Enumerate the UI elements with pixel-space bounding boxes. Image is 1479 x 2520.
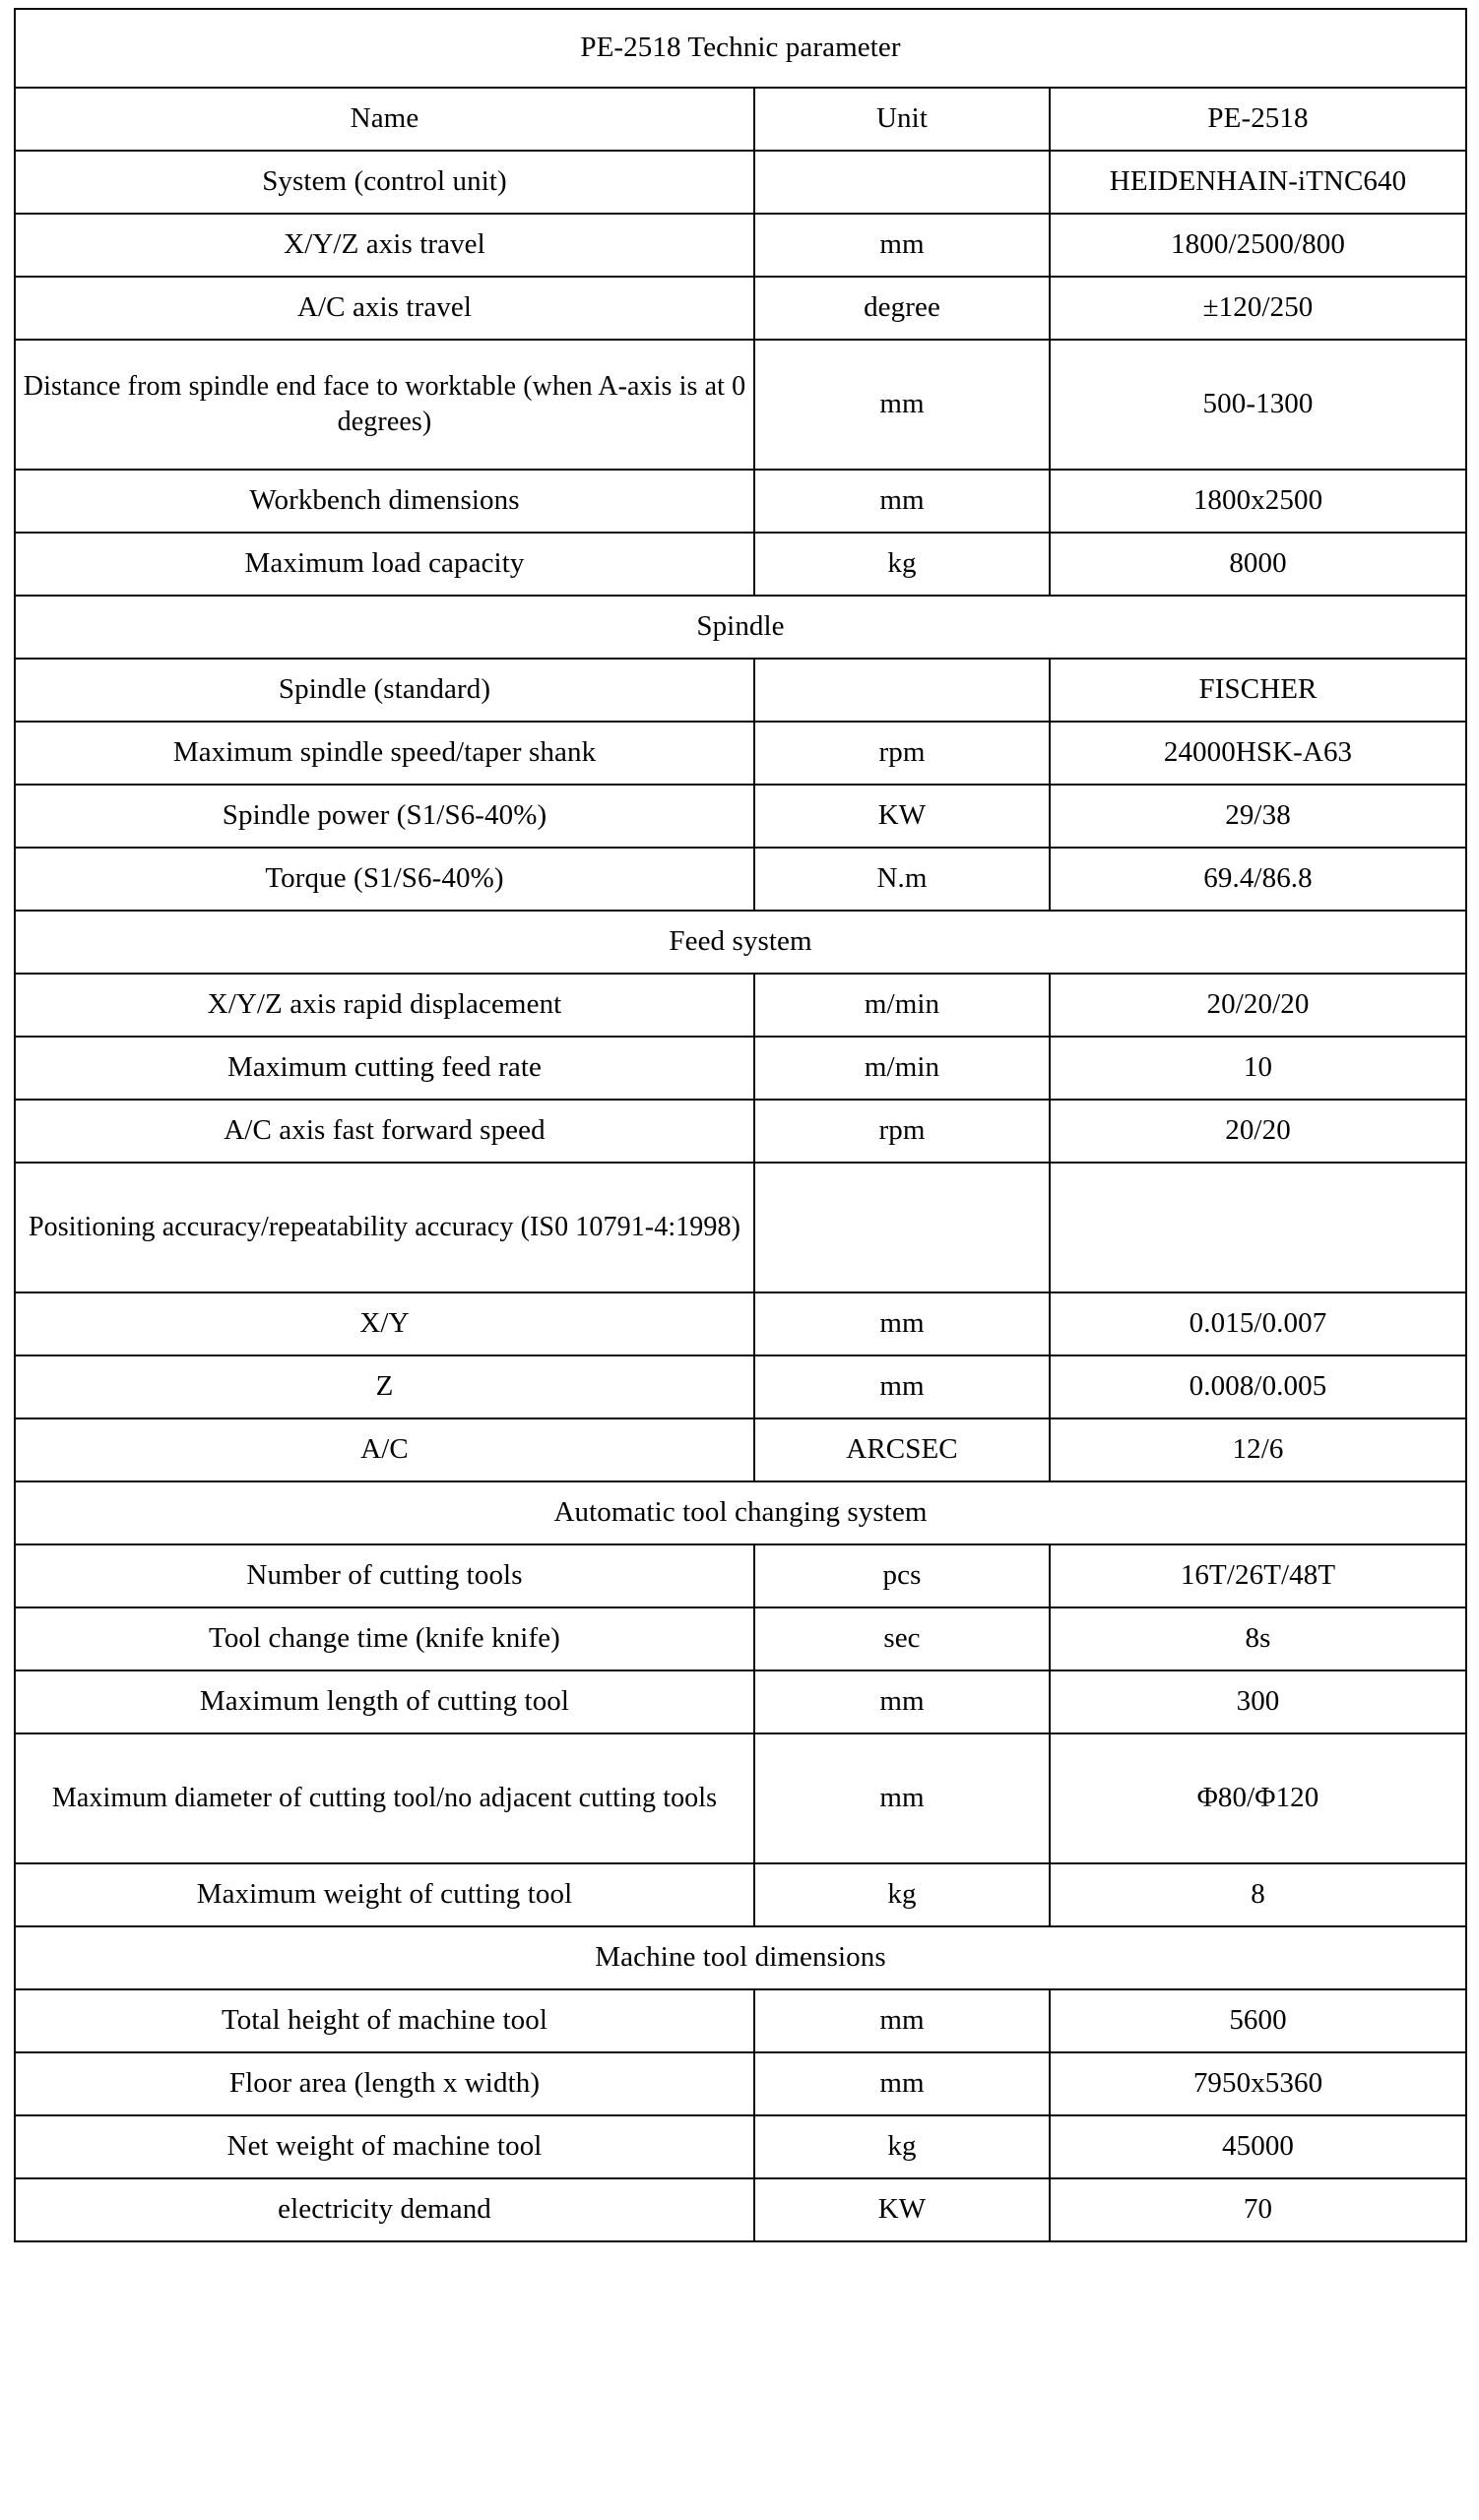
section-header-row (15, 596, 1466, 659)
table-row (15, 470, 1466, 533)
row-name: Spindle power (S1/S6-40%) (15, 785, 754, 848)
row-value: 500-1300 (1050, 340, 1466, 470)
row-value: 1800/2500/800 (1050, 214, 1466, 277)
column-header-value: PE-2518 (1050, 88, 1466, 151)
row-unit: kg (754, 533, 1050, 596)
table-row (15, 1607, 1466, 1670)
row-unit (754, 659, 1050, 722)
row-unit: degree (754, 277, 1050, 340)
row-value: Φ80/Φ120 (1050, 1733, 1466, 1863)
row-value: 0.015/0.007 (1050, 1292, 1466, 1355)
row-value: 8s (1050, 1607, 1466, 1670)
row-value: 24000HSK-A63 (1050, 722, 1466, 785)
table-row (15, 1670, 1466, 1733)
row-unit: m/min (754, 1037, 1050, 1100)
row-name: Maximum spindle speed/taper shank (15, 722, 754, 785)
table-row (15, 1100, 1466, 1163)
row-unit: mm (754, 1733, 1050, 1863)
row-name: Net weight of machine tool (15, 2115, 754, 2178)
table-row (15, 1292, 1466, 1355)
row-name: Distance from spindle end face to worktable (when A-axis is at 0 degrees) (15, 340, 754, 470)
row-name: X/Y (15, 1292, 754, 1355)
section-header-label: Spindle (15, 596, 1466, 659)
row-name: Tool change time (knife knife) (15, 1607, 754, 1670)
row-value: 8 (1050, 1863, 1466, 1926)
table-row (15, 1863, 1466, 1926)
table-row (15, 2115, 1466, 2178)
row-value: HEIDENHAIN-iTNC640 (1050, 151, 1466, 214)
column-header-unit: Unit (754, 88, 1050, 151)
table-row (15, 2178, 1466, 2241)
row-unit: rpm (754, 722, 1050, 785)
table-row (15, 1544, 1466, 1607)
section-header-row (15, 911, 1466, 974)
row-name: X/Y/Z axis rapid displacement (15, 974, 754, 1037)
table-row (15, 785, 1466, 848)
table-row (15, 659, 1466, 722)
row-value: 16T/26T/48T (1050, 1544, 1466, 1607)
row-value: 70 (1050, 2178, 1466, 2241)
row-name: Maximum load capacity (15, 533, 754, 596)
row-unit: ARCSEC (754, 1418, 1050, 1481)
table-row (15, 1418, 1466, 1481)
row-value: 20/20 (1050, 1100, 1466, 1163)
table-row (15, 1163, 1466, 1292)
row-name: Maximum length of cutting tool (15, 1670, 754, 1733)
row-name: Torque (S1/S6-40%) (15, 848, 754, 911)
row-name: Maximum cutting feed rate (15, 1037, 754, 1100)
table-body (15, 9, 1466, 2241)
row-unit: mm (754, 1292, 1050, 1355)
row-unit: kg (754, 1863, 1050, 1926)
row-name: Positioning accuracy/repeatability accuracy (IS0 10791-4:1998) (15, 1163, 754, 1292)
row-name: A/C axis fast forward speed (15, 1100, 754, 1163)
row-unit (754, 151, 1050, 214)
row-name: A/C (15, 1418, 754, 1481)
row-unit: mm (754, 470, 1050, 533)
section-header-label: Feed system (15, 911, 1466, 974)
table-row (15, 1355, 1466, 1418)
row-name: A/C axis travel (15, 277, 754, 340)
row-value: ±120/250 (1050, 277, 1466, 340)
row-unit: mm (754, 214, 1050, 277)
row-unit: mm (754, 1989, 1050, 2052)
table-row (15, 1989, 1466, 2052)
row-value: 20/20/20 (1050, 974, 1466, 1037)
row-unit: mm (754, 1355, 1050, 1418)
section-header-label: Machine tool dimensions (15, 1926, 1466, 1989)
row-name: Spindle (standard) (15, 659, 754, 722)
row-unit: mm (754, 340, 1050, 470)
table-row (15, 1733, 1466, 1863)
row-value: 10 (1050, 1037, 1466, 1100)
row-unit: kg (754, 2115, 1050, 2178)
row-value: FISCHER (1050, 659, 1466, 722)
table-row (15, 533, 1466, 596)
page-title: PE-2518 Technic parameter (15, 9, 1466, 88)
row-name: System (control unit) (15, 151, 754, 214)
row-value: 300 (1050, 1670, 1466, 1733)
row-value: 12/6 (1050, 1418, 1466, 1481)
title-row (15, 9, 1466, 88)
technic-parameter-table (14, 8, 1467, 2242)
row-unit: mm (754, 1670, 1050, 1733)
row-value (1050, 1163, 1466, 1292)
table-row (15, 2052, 1466, 2115)
row-value: 7950x5360 (1050, 2052, 1466, 2115)
row-value: 8000 (1050, 533, 1466, 596)
row-unit: m/min (754, 974, 1050, 1037)
row-value: 29/38 (1050, 785, 1466, 848)
row-unit: pcs (754, 1544, 1050, 1607)
table-row (15, 1037, 1466, 1100)
table-row (15, 277, 1466, 340)
row-value: 1800x2500 (1050, 470, 1466, 533)
row-name: Maximum diameter of cutting tool/no adjacent cutting tools (15, 1733, 754, 1863)
table-row (15, 848, 1466, 911)
row-name: Floor area (length x width) (15, 2052, 754, 2115)
row-name: Number of cutting tools (15, 1544, 754, 1607)
row-value: 0.008/0.005 (1050, 1355, 1466, 1418)
row-unit: sec (754, 1607, 1050, 1670)
row-name: Total height of machine tool (15, 1989, 754, 2052)
section-header-row (15, 1481, 1466, 1544)
row-unit: rpm (754, 1100, 1050, 1163)
table-row (15, 340, 1466, 470)
row-value: 5600 (1050, 1989, 1466, 2052)
table-row (15, 974, 1466, 1037)
section-header-row (15, 1926, 1466, 1989)
column-header-row (15, 88, 1466, 151)
row-unit (754, 1163, 1050, 1292)
table-row (15, 722, 1466, 785)
row-value: 45000 (1050, 2115, 1466, 2178)
row-unit: KW (754, 785, 1050, 848)
row-name: Maximum weight of cutting tool (15, 1863, 754, 1926)
row-unit: mm (754, 2052, 1050, 2115)
row-value: 69.4/86.8 (1050, 848, 1466, 911)
column-header-name: Name (15, 88, 754, 151)
row-name: X/Y/Z axis travel (15, 214, 754, 277)
section-header-label: Automatic tool changing system (15, 1481, 1466, 1544)
row-unit: KW (754, 2178, 1050, 2241)
table-row (15, 214, 1466, 277)
row-unit: N.m (754, 848, 1050, 911)
row-name: electricity demand (15, 2178, 754, 2241)
table-row (15, 151, 1466, 214)
row-name: Workbench dimensions (15, 470, 754, 533)
row-name: Z (15, 1355, 754, 1418)
